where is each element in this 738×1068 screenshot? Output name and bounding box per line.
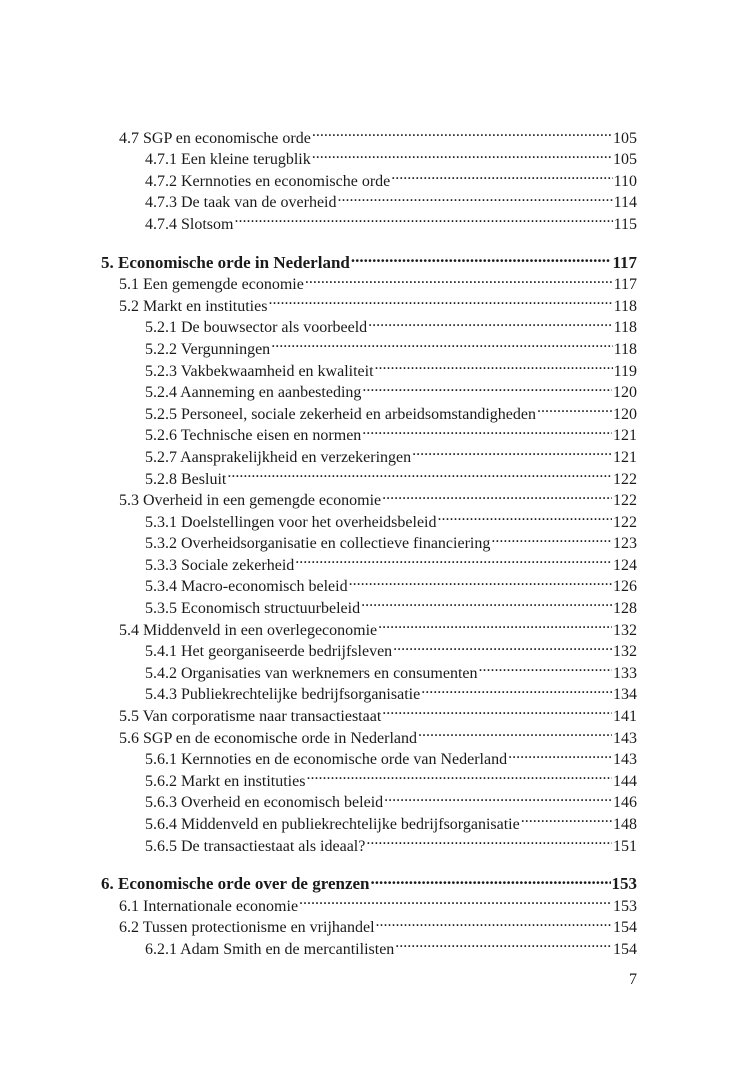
toc-leader-dots <box>362 419 612 441</box>
toc-entry-page: 121 <box>613 448 637 466</box>
toc-entry-page: 124 <box>613 556 637 574</box>
toc-entry-page: 118 <box>613 297 637 315</box>
toc-leader-dots <box>362 376 612 398</box>
toc-leader-dots <box>227 462 612 484</box>
toc-entry-title: 5.6.2 Markt en instituties <box>145 772 306 790</box>
toc-leader-dots <box>376 911 612 933</box>
toc-leader-dots <box>378 613 612 635</box>
toc-entry-page: 141 <box>613 708 637 726</box>
toc-entry-page: 126 <box>613 578 637 596</box>
toc-entry-title: 4.7.1 Een kleine terugblik <box>145 151 311 169</box>
toc-entry-page: 133 <box>613 664 637 682</box>
toc-entry <box>101 289 637 315</box>
toc-leader-dots <box>361 591 612 613</box>
toc-entry <box>101 635 637 661</box>
page-number: 7 <box>629 971 637 988</box>
toc-leader-dots <box>508 743 612 765</box>
toc-chapter-entry <box>101 868 637 894</box>
toc-leader-dots <box>521 807 612 829</box>
toc-entry-title: 6. Economische orde over de grenzen <box>101 874 370 894</box>
toc-entry <box>101 656 637 682</box>
toc-entry <box>101 548 637 574</box>
toc-leader-dots <box>421 678 612 700</box>
toc-entry-page: 105 <box>613 129 637 147</box>
toc-entry <box>101 932 637 958</box>
toc-entry-title: 5.3 Overheid in een gemengde economie <box>119 492 382 510</box>
toc-entry <box>101 332 637 358</box>
toc-entry-page: 128 <box>613 600 637 618</box>
toc-entry <box>101 527 637 553</box>
toc-entry <box>101 484 637 510</box>
toc-leader-dots <box>391 164 612 186</box>
toc-leader-dots <box>382 699 612 721</box>
toc-entry <box>101 786 637 812</box>
table-of-contents <box>101 121 637 958</box>
toc-entry-page: 118 <box>613 319 637 337</box>
toc-entry-title: 5.2.2 Vergunningen <box>145 340 271 358</box>
toc-entry <box>101 889 637 915</box>
toc-entry-page: 153 <box>613 897 637 915</box>
toc-entry-title: 4.7.2 Kernnoties en economische orde <box>145 172 391 190</box>
toc-leader-dots <box>306 764 612 786</box>
toc-entry <box>101 807 637 833</box>
toc-entry-page: 110 <box>613 172 637 190</box>
toc-entry-title: 5.2.4 Aanneming en aanbesteding <box>145 384 362 402</box>
toc-entry-title: 5.2.5 Personeel, sociale zekerheid en arbeidsomstandigheden <box>145 405 536 423</box>
toc-entry-page: 132 <box>613 643 637 661</box>
toc-entry-page: 144 <box>613 772 637 790</box>
toc-entry <box>101 911 637 937</box>
toc-entry-title: 4.7.3 De taak van de overheid <box>145 194 337 212</box>
toc-entry-page: 153 <box>611 874 637 894</box>
toc-entry <box>101 419 637 445</box>
toc-entry-title: 6.1 Internationale economie <box>119 897 299 915</box>
toc-entry-page: 115 <box>613 215 637 233</box>
toc-leader-dots <box>375 354 613 376</box>
toc-entry <box>101 613 637 639</box>
toc-entry-title: 5.5 Van corporatisme naar transactiestaat <box>119 708 382 726</box>
toc-entry-title: 5.4.2 Organisaties van werknemers en consumenten <box>145 664 478 682</box>
toc-leader-dots <box>418 721 612 743</box>
toc-entry-title: 5.3.4 Macro-economisch beleid <box>145 578 348 596</box>
toc-entry-page: 123 <box>613 535 637 553</box>
toc-entry-title: 5.6.4 Middenveld en publiekrechtelijke bedrijfsorganisatie <box>145 816 520 833</box>
toc-leader-dots <box>349 570 612 592</box>
toc-entry-page: 122 <box>613 492 637 510</box>
toc-entry <box>101 354 637 380</box>
toc-entry-title: 5.4 Middenveld in een overlegeconomie <box>119 621 378 639</box>
toc-entry-page: 117 <box>613 276 637 294</box>
toc-entry-title: 5.4.1 Het georganiseerde bedrijfsleven <box>145 643 393 661</box>
toc-leader-dots <box>312 143 612 165</box>
toc-entry-title: 5.6 SGP en de economische orde in Nederland <box>119 729 417 747</box>
toc-leader-dots <box>393 635 612 657</box>
toc-entry-page: 151 <box>613 837 637 855</box>
toc-leader-dots <box>234 207 612 229</box>
toc-leader-dots <box>395 932 612 954</box>
toc-leader-dots <box>479 656 613 678</box>
toc-entry-title: 5.1 Een gemengde economie <box>119 276 304 294</box>
toc-leader-dots <box>337 186 612 208</box>
toc-entry-page: 143 <box>613 729 637 747</box>
toc-entry <box>101 462 637 488</box>
toc-entry-title: 5.4.3 Publiekrechtelijke bedrijfsorganisatie <box>145 686 421 704</box>
toc-entry <box>101 207 637 233</box>
toc-entry <box>101 164 637 190</box>
toc-leader-dots <box>305 268 613 290</box>
toc-entry-title: 5.3.2 Overheidsorganisatie en collectieve financiering <box>145 535 491 553</box>
toc-entry-title: 5.6.1 Kernnoties en de economische orde van Nederland <box>145 751 508 769</box>
toc-leader-dots <box>268 289 612 311</box>
toc-entry-page: 119 <box>613 362 637 380</box>
toc-leader-dots <box>491 527 612 549</box>
toc-entry-page: 148 <box>613 816 637 833</box>
toc-leader-dots <box>351 246 612 268</box>
toc-entry <box>101 376 637 402</box>
toc-entry-title: 5.3.1 Doelstellingen voor het overheidsbeleid <box>145 513 437 531</box>
toc-entry <box>101 186 637 212</box>
toc-entry <box>101 440 637 466</box>
toc-entry <box>101 397 637 423</box>
toc-entry <box>101 743 637 769</box>
toc-entry-title: 5.2.1 De bouwsector als voorbeeld <box>145 319 368 337</box>
toc-entry-title: 6.2.1 Adam Smith en de mercantilisten <box>145 940 395 958</box>
toc-entry <box>101 311 637 337</box>
toc-chapter-entry <box>101 246 637 272</box>
toc-leader-dots <box>368 311 612 333</box>
toc-entry-title: 5.6.5 De transactiestaat als ideaal? <box>145 837 366 855</box>
toc-entry-title: 6.2 Tussen protectionisme en vrijhandel <box>119 919 375 937</box>
toc-leader-dots <box>537 397 612 419</box>
toc-leader-dots <box>382 484 612 506</box>
toc-entry <box>101 121 637 147</box>
toc-leader-dots <box>412 440 612 462</box>
toc-leader-dots <box>371 868 611 890</box>
toc-entry <box>101 829 637 855</box>
toc-leader-dots <box>312 121 612 143</box>
toc-entry-title: 5.3.5 Economisch structuurbeleid <box>145 600 361 618</box>
toc-entry <box>101 699 637 726</box>
toc-entry-title: 5.2 Markt en instituties <box>119 297 268 315</box>
toc-entry-title: 4.7.4 Slotsom <box>145 215 234 233</box>
toc-entry <box>101 591 637 618</box>
toc-entry-page: 132 <box>613 621 637 639</box>
toc-entry-page: 143 <box>613 751 637 769</box>
toc-entry <box>101 721 637 747</box>
toc-entry-page: 114 <box>613 194 637 212</box>
toc-entry-page: 105 <box>613 151 637 169</box>
toc-entry <box>101 764 637 790</box>
toc-leader-dots <box>384 786 612 808</box>
toc-entry-title: 5. Economische orde in Nederland <box>101 252 350 272</box>
toc-entry-title: 5.2.7 Aansprakelijkheid en verzekeringen <box>145 448 412 466</box>
toc-leader-dots <box>271 332 612 354</box>
toc-entry-page: 122 <box>613 470 637 488</box>
toc-entry-page: 154 <box>613 940 637 958</box>
toc-entry-title: 4.7 SGP en economische orde <box>119 129 311 147</box>
toc-leader-dots <box>366 829 612 851</box>
toc-entry-title: 5.2.3 Vakbekwaamheid en kwaliteit <box>145 362 374 380</box>
toc-entry-title: 5.2.8 Besluit <box>145 470 227 488</box>
toc-entry-page: 120 <box>613 405 637 423</box>
toc-entry-page: 154 <box>613 919 637 937</box>
toc-entry <box>101 505 637 531</box>
toc-leader-dots <box>295 548 612 570</box>
toc-entry-page: 121 <box>613 427 637 445</box>
toc-entry <box>101 678 637 704</box>
toc-entry-title: 5.6.3 Overheid en economisch beleid <box>145 794 384 812</box>
toc-entry <box>101 143 637 169</box>
toc-entry-page: 134 <box>613 686 637 704</box>
toc-entry-title: 5.2.6 Technische eisen en normen <box>145 427 362 445</box>
toc-entry-page: 146 <box>613 794 637 812</box>
toc-entry-page: 120 <box>613 384 637 402</box>
toc-leader-dots <box>437 505 612 527</box>
toc-entry <box>101 570 637 596</box>
toc-leader-dots <box>299 889 612 911</box>
toc-entry <box>101 268 637 294</box>
toc-entry-title: 5.3.3 Sociale zekerheid <box>145 556 295 574</box>
toc-entry-page: 122 <box>613 513 637 531</box>
toc-entry-page: 117 <box>612 252 637 272</box>
toc-entry-page: 118 <box>613 340 637 358</box>
